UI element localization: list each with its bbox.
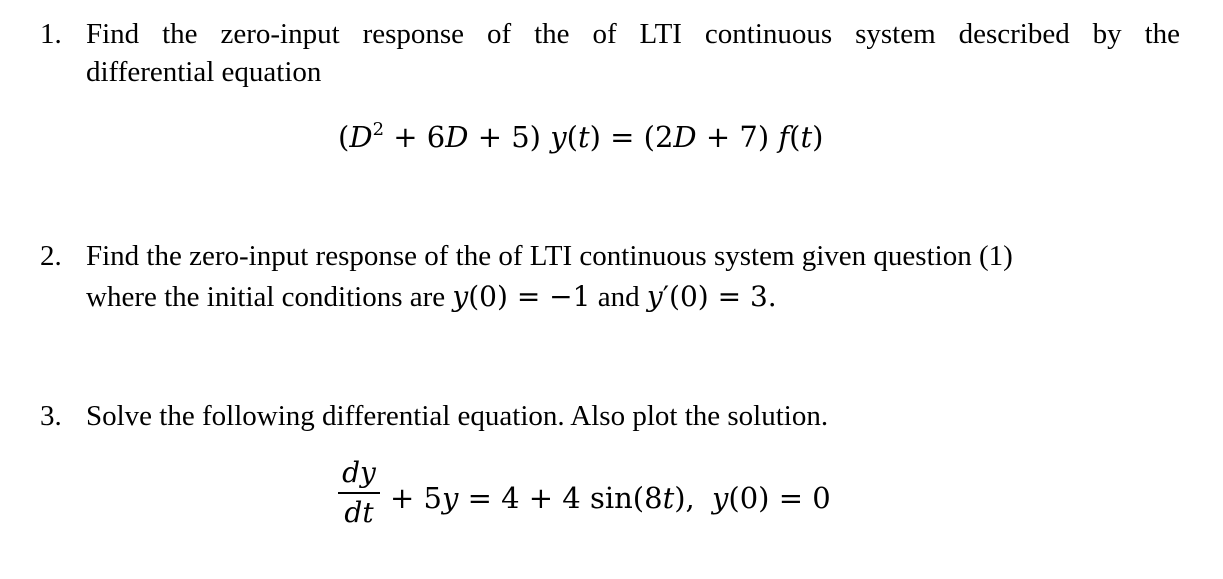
eq1-part: + 7) — [696, 120, 779, 154]
question-1-line-1: Find the zero-input response of the of LTI continuous system described by the — [86, 18, 1180, 50]
question-2-line-2 — [86, 280, 777, 314]
eq1-var: t — [800, 120, 813, 154]
ic-value: (0) = −1 — [468, 280, 591, 313]
eq1-part: ) = (2 — [589, 120, 674, 154]
eq1-part: + 5) — [468, 120, 551, 154]
eq1-exponent: 2 — [372, 119, 385, 140]
derivative-fraction — [338, 456, 380, 530]
eq3-part: ), — [674, 481, 695, 515]
question-1-equation — [338, 120, 823, 154]
eq3-var: t — [662, 481, 675, 515]
question-2-number: 2. — [40, 240, 62, 272]
question-1-number: 1. — [40, 18, 62, 50]
initial-condition-1 — [452, 280, 590, 313]
fraction-denominator: dt — [344, 496, 374, 529]
ic-var: y — [452, 280, 469, 313]
eq1-var: y — [550, 120, 567, 154]
question-2-line-2-text: where the initial conditions are — [86, 281, 453, 313]
question-3-initial-condition — [712, 481, 831, 515]
eq1-var: D — [673, 120, 697, 154]
question-1-line-2: differential equation — [86, 56, 322, 88]
eq3-part: = 4 + 4 sin(8 — [458, 481, 663, 515]
question-2-line-1: Find the zero-input response of the of LTI continuous system given question (1) — [86, 240, 1013, 272]
question-3-equation-rhs — [390, 481, 695, 515]
eq1-var: f — [778, 120, 790, 154]
eq1-var: D — [445, 120, 469, 154]
question-3-line-1: Solve the following differential equation. Also plot the solution. — [86, 400, 829, 432]
eq1-var: D — [349, 120, 373, 154]
ic-value: (0) = 0 — [728, 481, 831, 515]
eq1-part: ) — [812, 120, 824, 154]
fraction-numerator: dy — [342, 456, 376, 489]
initial-condition-2 — [647, 280, 777, 313]
eq3-var: y — [441, 481, 459, 515]
ic-var: y — [712, 481, 729, 515]
question-3-number: 3. — [40, 400, 62, 432]
fraction-bar — [338, 492, 380, 494]
ic-value: ′(0) = 3. — [662, 280, 777, 313]
ic-var: y — [646, 280, 663, 313]
eq1-part: ( — [566, 120, 578, 154]
conjunction: and — [590, 281, 647, 313]
eq1-part: ( — [789, 120, 801, 154]
eq1-part: ( — [338, 120, 350, 154]
eq1-var: t — [577, 120, 590, 154]
eq3-part: + 5 — [390, 481, 442, 515]
eq1-part: + 6 — [384, 120, 446, 154]
